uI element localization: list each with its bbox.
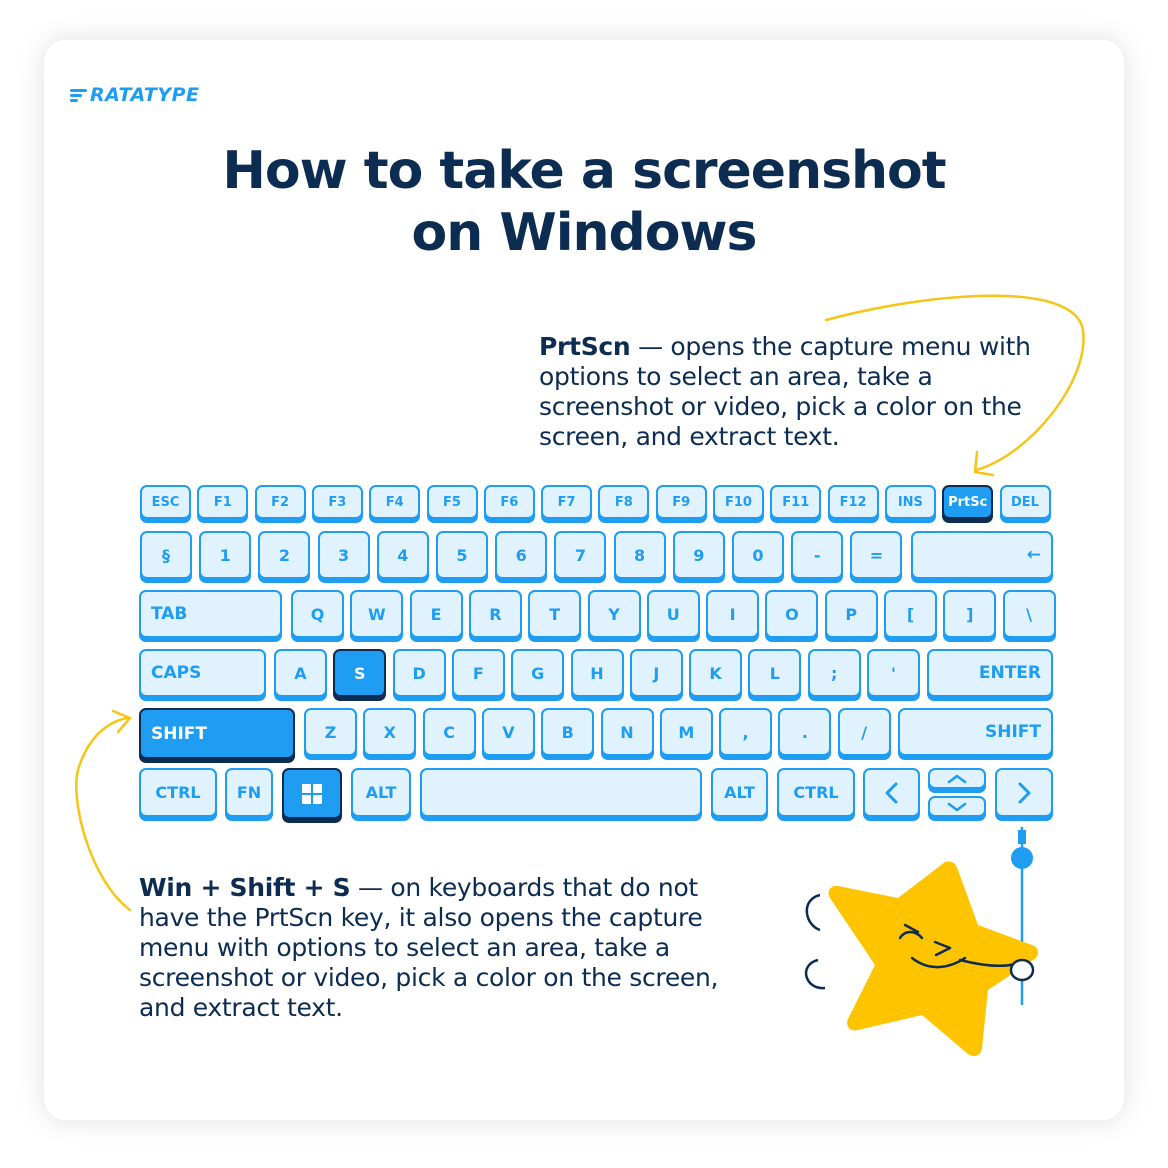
win-shift-s-key-name: Win + Shift + S xyxy=(139,873,351,902)
chevron-down-icon xyxy=(947,802,967,812)
key-0: 0 xyxy=(732,531,784,579)
key-f6: F6 xyxy=(484,485,535,519)
key-h: H xyxy=(571,649,624,697)
key-apostrophe: ' xyxy=(867,649,920,697)
chevron-up-icon xyxy=(947,774,967,784)
key-alt: ALT xyxy=(351,768,411,817)
key-f9: F9 xyxy=(656,485,707,519)
key-4: 4 xyxy=(377,531,429,579)
key-caps: CAPS xyxy=(139,649,266,697)
key-e: E xyxy=(410,590,463,638)
key-b: B xyxy=(541,708,594,756)
key-esc: ESC xyxy=(140,485,191,519)
key-equals: = xyxy=(850,531,902,579)
key-slash: / xyxy=(838,708,891,756)
key-w: W xyxy=(350,590,403,638)
key-f2: F2 xyxy=(255,485,306,519)
key-f4: F4 xyxy=(369,485,420,519)
key-p: P xyxy=(825,590,878,638)
windows-key xyxy=(282,768,342,819)
key-x: X xyxy=(363,708,416,756)
key-g: G xyxy=(511,649,564,697)
key-backspace: ← xyxy=(911,531,1053,579)
key-alt: ALT xyxy=(711,768,768,817)
key-f11: F11 xyxy=(770,485,821,519)
key-fn: FN xyxy=(225,768,273,817)
key-2: 2 xyxy=(258,531,310,579)
page-title xyxy=(0,140,1168,264)
key-a: A xyxy=(274,649,327,697)
key-f3: F3 xyxy=(312,485,363,519)
key-f8: F8 xyxy=(598,485,649,519)
key-comma: , xyxy=(719,708,772,756)
title-line-1: How to take a screenshot xyxy=(222,141,946,201)
key-1: 1 xyxy=(199,531,251,579)
key-6: 6 xyxy=(495,531,547,579)
key-s: S xyxy=(333,649,386,697)
key-c: C xyxy=(423,708,476,756)
chevron-up-key xyxy=(928,768,986,789)
key-m: M xyxy=(660,708,713,756)
key-f: F xyxy=(452,649,505,697)
key-r: R xyxy=(469,590,522,638)
key-l: L xyxy=(748,649,801,697)
prtscn-text: — opens the capture menu with options to select an area, take a screenshot or video, pick a color on the screen, and extract text. xyxy=(539,332,1031,451)
key-f12: F12 xyxy=(828,485,879,519)
key-f1: F1 xyxy=(197,485,248,519)
key-ins: INS xyxy=(885,485,936,519)
chevron-right-key xyxy=(995,768,1053,817)
chevron-down-key xyxy=(928,796,986,817)
chevron-right-icon xyxy=(1016,782,1032,804)
key-shift: SHIFT xyxy=(139,708,295,759)
key-left-bracket: [ xyxy=(884,590,937,638)
windows-icon xyxy=(301,783,323,805)
key-minus: - xyxy=(791,531,843,579)
key-enter: ENTER xyxy=(927,649,1053,697)
key-del: DEL xyxy=(1000,485,1051,519)
key-5: 5 xyxy=(436,531,488,579)
key-section: § xyxy=(140,531,192,579)
key-shift: SHIFT xyxy=(898,708,1053,756)
prtscn-description xyxy=(539,332,1049,452)
key-tab: TAB xyxy=(139,590,282,638)
chevron-left-icon xyxy=(884,782,900,804)
key-q: Q xyxy=(291,590,344,638)
win-shift-s-text: — on keyboards that do not have the PrtScn key, it also opens the capture menu with options to select an area, take a screenshot or video, pick a color on the screen, and extract text. xyxy=(139,873,719,1022)
ratatype-logo xyxy=(70,84,200,106)
key-f10: F10 xyxy=(713,485,764,519)
prtscn-key-name: PrtScn xyxy=(539,332,631,361)
chevron-left-key xyxy=(863,768,920,817)
key-u: U xyxy=(647,590,700,638)
key-v: V xyxy=(482,708,535,756)
key-semicolon: ; xyxy=(808,649,861,697)
key-o: O xyxy=(765,590,818,638)
key-d: D xyxy=(393,649,446,697)
key-8: 8 xyxy=(614,531,666,579)
key-3: 3 xyxy=(318,531,370,579)
key-y: Y xyxy=(588,590,641,638)
key-ctrl: CTRL xyxy=(777,768,855,817)
key-f5: F5 xyxy=(427,485,478,519)
key-ctrl: CTRL xyxy=(139,768,217,817)
logo-text: RATATYPE xyxy=(90,84,200,106)
key-k: K xyxy=(689,649,742,697)
key-t: T xyxy=(528,590,581,638)
key-prtsc: PrtSc xyxy=(942,485,993,519)
title-line-2: on Windows xyxy=(411,203,757,263)
win-shift-s-description xyxy=(139,873,739,1023)
logo-mark-icon xyxy=(70,88,88,102)
key-right-bracket: ] xyxy=(943,590,996,638)
key-f7: F7 xyxy=(541,485,592,519)
key-z: Z xyxy=(304,708,357,756)
key-7: 7 xyxy=(554,531,606,579)
key-n: N xyxy=(601,708,654,756)
key-i: I xyxy=(706,590,759,638)
key-9: 9 xyxy=(673,531,725,579)
key-j: J xyxy=(630,649,683,697)
key-backslash: \ xyxy=(1003,590,1056,638)
key-period: . xyxy=(778,708,831,756)
key-space xyxy=(420,768,702,817)
